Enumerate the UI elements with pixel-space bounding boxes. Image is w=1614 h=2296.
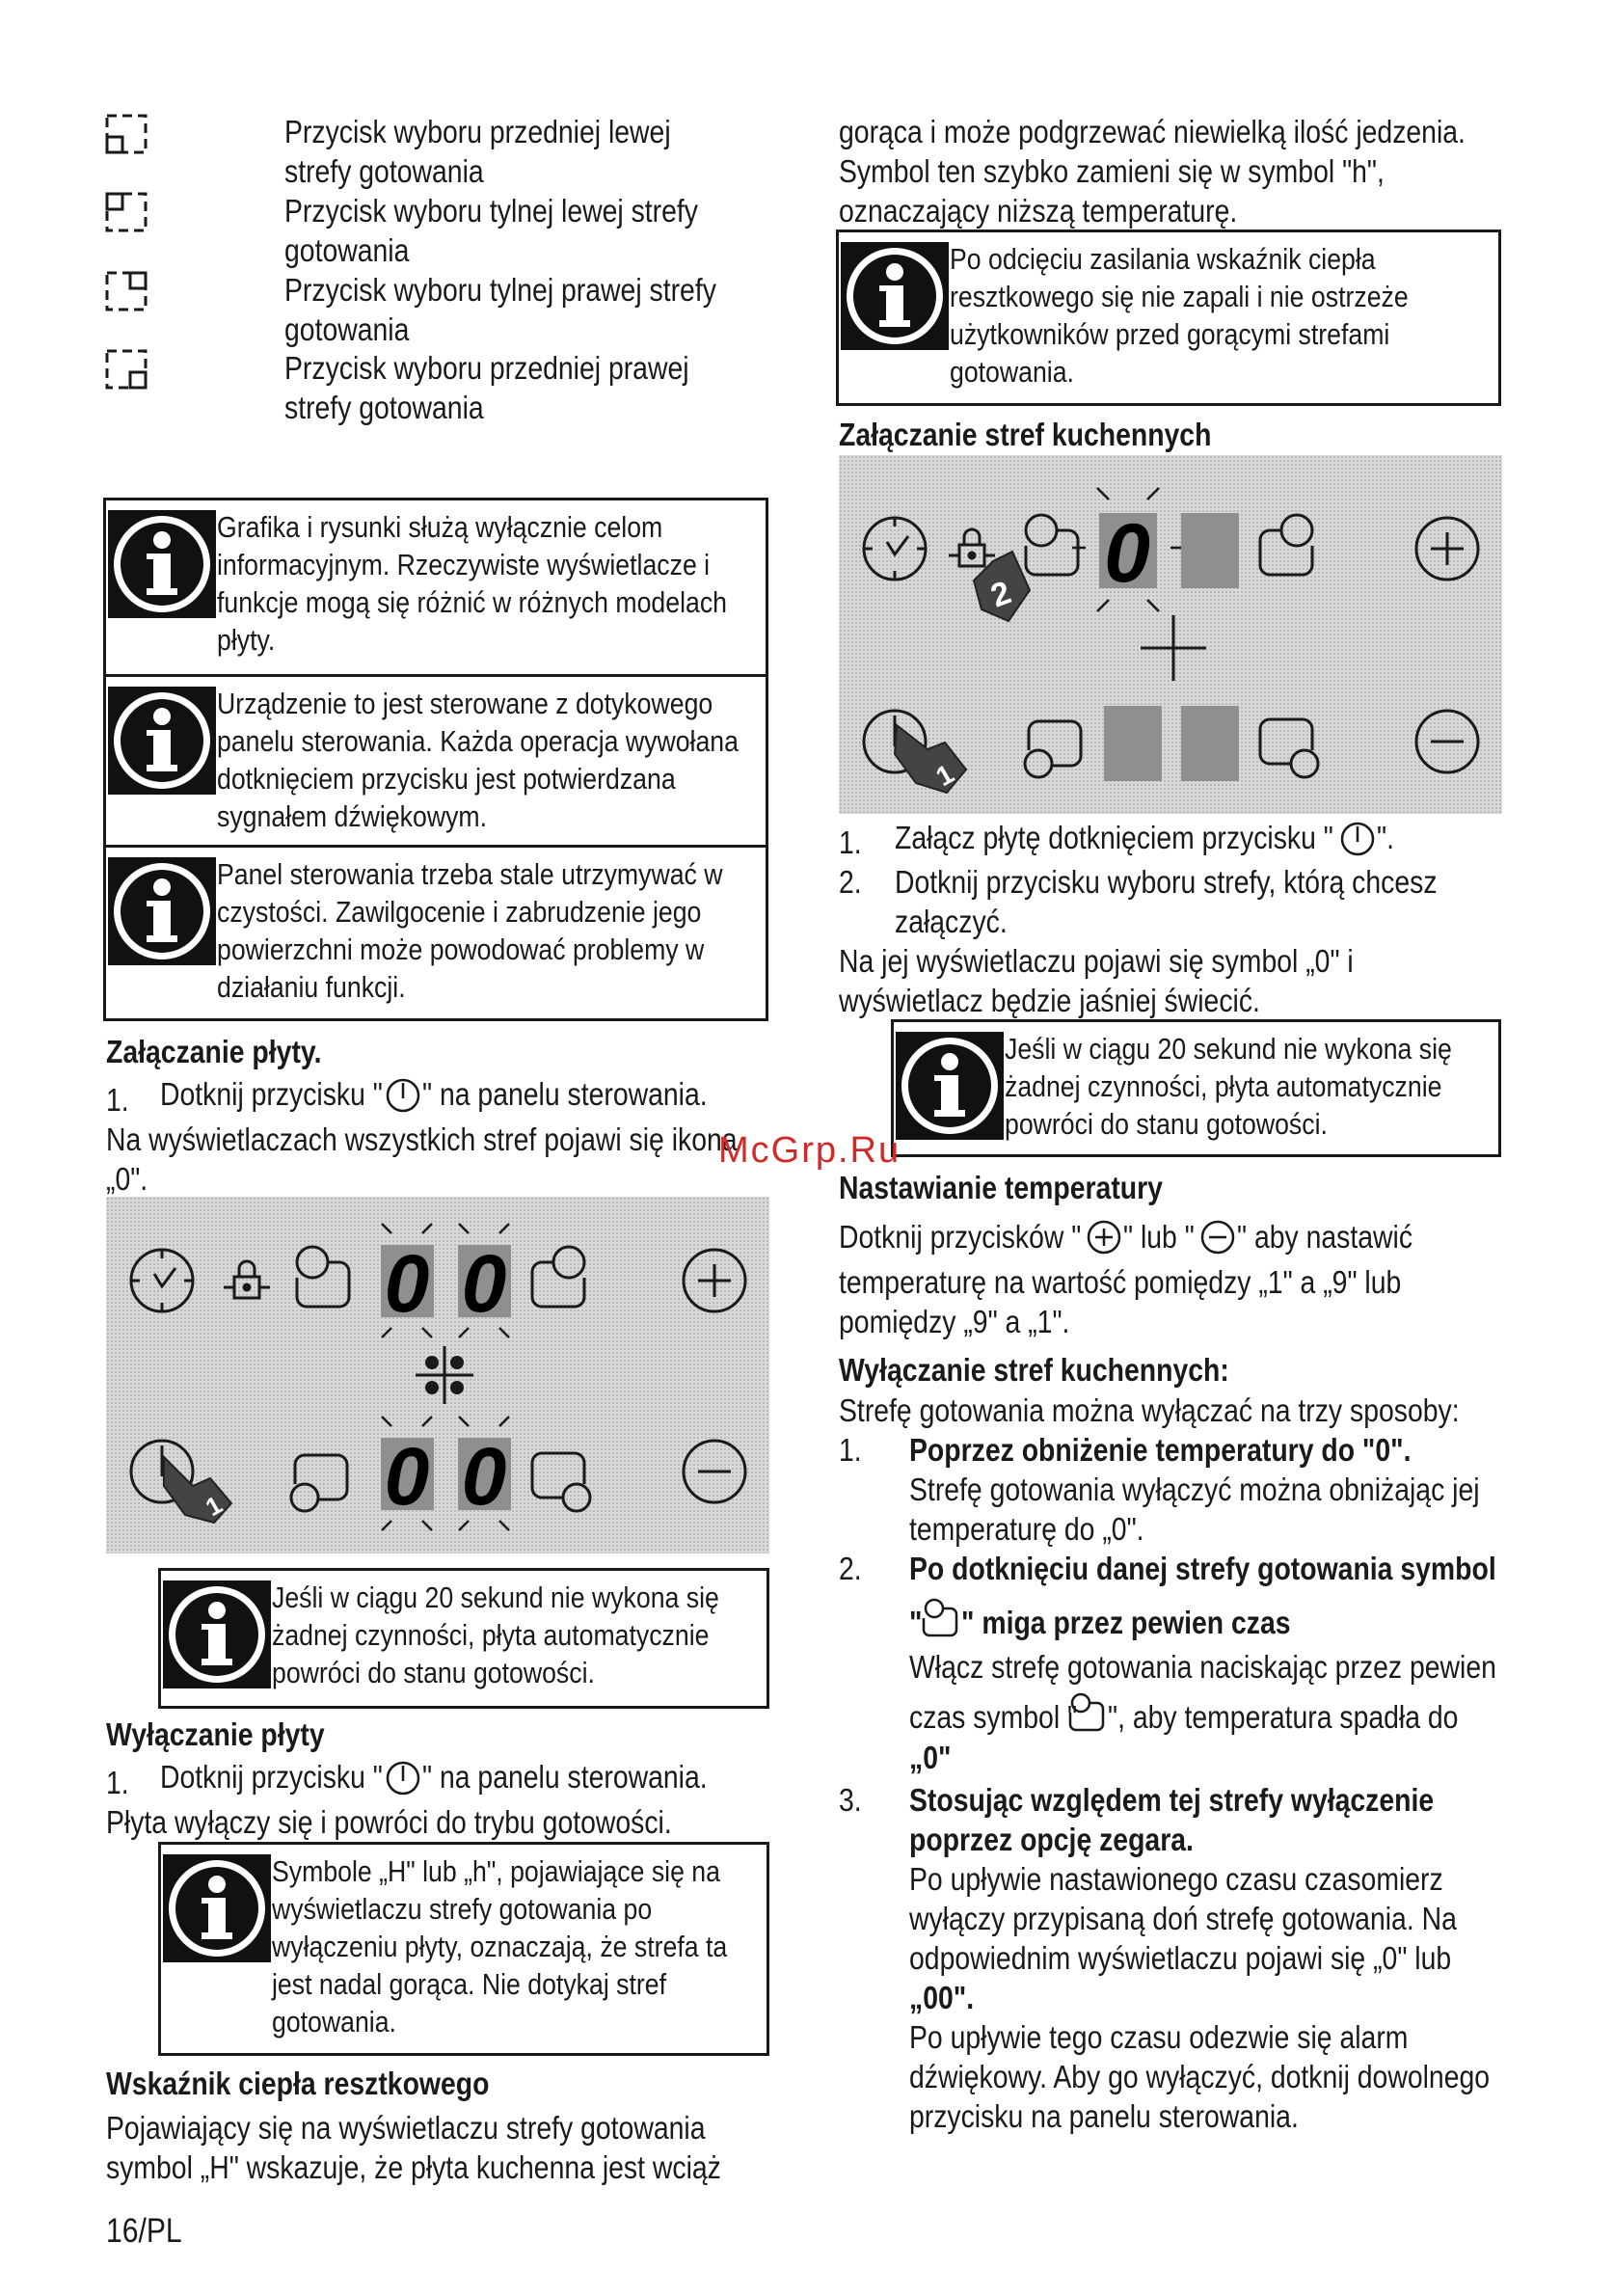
paragraph-line: „0".: [106, 1161, 148, 1197]
legend-line: Przycisk wyboru przedniej prawej: [284, 350, 689, 386]
all-zones-symbol: [416, 1346, 473, 1404]
list-number: 3.: [839, 1782, 862, 1818]
list-line: Po upływie tego czasu odezwie się alarm: [909, 2019, 1409, 2055]
legend-line: strefy gotowania: [284, 153, 484, 189]
info-text: Panel sterowania trzeba stale utrzymywać w czystości. Zawilgocenie i zabrudzenie jego powierzchni może powodować problemy w działaniu funkcji.: [217, 857, 723, 1004]
rear-left-zone-icon: [104, 191, 150, 235]
info-box-standby: [158, 1568, 769, 1709]
svg-text:1: 1: [201, 1489, 228, 1523]
paragraph-line: Symbol ten szybko zamieni się w symbol "h",: [839, 153, 1385, 189]
info-box-hot-symbol: [158, 1842, 769, 2056]
minus-icon: [1198, 1218, 1237, 1256]
list-number: 2.: [839, 1551, 862, 1586]
rear-left-zone-icon: [919, 1597, 961, 1641]
timer-icon: [864, 518, 926, 580]
display-bottom-left: [381, 1417, 434, 1530]
info-icon: [108, 510, 216, 618]
rear-left-zone-button: [297, 1247, 349, 1307]
front-right-zone-icon: [104, 348, 150, 392]
list-line: „00".: [909, 1980, 975, 2015]
step-number: 2.: [839, 864, 862, 900]
power-icon: [1338, 819, 1377, 857]
step-line: Dotknij przycisku wyboru strefy, którą chcesz: [895, 864, 1438, 900]
info-icon: [163, 1580, 271, 1688]
step-number: 1.: [106, 1765, 129, 1800]
display-idle: [1104, 706, 1162, 781]
list-line: Po upływie nastawionego czasu czasomierz: [909, 1861, 1443, 1897]
info-text: Jeśli w ciągu 20 sekund nie wykona się żadnej czynności, płyta automatycznie powróci do stanu gotowości.: [272, 1580, 719, 1689]
list-line: wyłączy przypisaną doń strefę gotowania. Na: [909, 1901, 1457, 1936]
svg-text:1: 1: [930, 758, 959, 793]
list-line: czas symbol " ", aby temperatura spadła do: [909, 1688, 1516, 1736]
display-digit: 0: [461, 1431, 507, 1522]
minus-button: [684, 1441, 745, 1502]
page-number: 16/PL: [106, 2212, 182, 2250]
list-line: odpowiednim wyświetlaczu pojawi się „0" lub: [909, 1940, 1452, 1976]
list-title: poprzez opcję zegara.: [909, 1822, 1194, 1857]
section-heading: Wyłączanie płyty: [106, 1716, 325, 1752]
lock-icon: [224, 1261, 270, 1298]
legend-line: Przycisk wyboru tylnej lewej strefy: [284, 193, 698, 229]
paragraph-line: symbol „H" wskazuje, że płyta kuchenna jest wciąż: [106, 2149, 721, 2185]
legend-line: Przycisk wyboru tylnej prawej strefy: [284, 272, 716, 308]
plus-icon: [1085, 1218, 1123, 1256]
step-line: załączyć.: [895, 904, 1008, 939]
info-text: Grafika i rysunki służą wyłącznie celom informacyjnym. Rzeczywiste wyświetlacze i funkcje mogą się różnić w różnych modelach płyty.: [217, 510, 728, 657]
section-heading: Nastawianie temperatury: [839, 1170, 1163, 1205]
info-box-standby: [891, 1019, 1501, 1157]
front-right-zone-button: [532, 1453, 590, 1511]
paragraph-line: Płyta wyłączy się i powróci do trybu gotowości.: [106, 1804, 672, 1840]
list-title: Poprzez obniżenie temperatury do "0".: [909, 1432, 1412, 1468]
paragraph-line: wyświetlacz będzie jaśniej świecić.: [839, 983, 1260, 1018]
paragraph-line: oznaczający niższą temperaturę.: [839, 193, 1238, 229]
rear-left-zone-button: [1026, 515, 1078, 575]
power-icon: [384, 1758, 422, 1796]
section-heading: Załączanie stref kuchennych: [839, 417, 1212, 452]
paragraph-line: Strefę gotowania można wyłączać na trzy sposoby:: [839, 1392, 1460, 1428]
plus-button: [684, 1250, 745, 1311]
display-top-right: [458, 1224, 511, 1337]
display-digit: 0: [1104, 507, 1150, 600]
front-left-zone-button: [291, 1455, 347, 1511]
step-line: Dotknij przycisku " " na panelu sterowania.: [160, 1759, 708, 1795]
list-line: Strefę gotowania wyłączyć można obniżając jej: [909, 1472, 1480, 1507]
info-text: Po odcięciu zasilania wskaźnik ciepła resztkowego się nie zapali i nie ostrzeże użytkowników przed gorącymi strefami gotowania.: [950, 242, 1409, 389]
section-heading: Wskaźnik ciepła resztkowego: [106, 2066, 490, 2101]
step-line: Dotknij przycisku " " na panelu sterowania.: [160, 1076, 708, 1112]
paragraph-line: Dotknij przycisków " " lub " " aby nastawić: [839, 1219, 1413, 1255]
info-text: Urządzenie to jest sterowane z dotykowego panelu sterowania. Każda operacja wywołana dotknięciem przycisku jest potwierdzana sygnałem dźwiękowym.: [217, 687, 739, 833]
info-box-graphics: [103, 498, 768, 677]
finger-pointer: [164, 1457, 231, 1523]
list-line: temperaturę do „0".: [909, 1511, 1144, 1547]
info-icon: [841, 242, 949, 350]
info-icon: [896, 1032, 1004, 1140]
paragraph-line: pomiędzy „9" a „1".: [839, 1304, 1070, 1339]
display-idle: [1181, 706, 1239, 781]
list-number: 1.: [839, 1432, 862, 1468]
center-cross: [1141, 615, 1206, 681]
info-box-cleaning: [103, 845, 768, 1021]
display-digit: 0: [384, 1431, 430, 1522]
rear-right-zone-icon: [104, 270, 150, 314]
section-heading: Załączanie płyty.: [106, 1034, 322, 1069]
info-text: Symbole „H" lub „h", pojawiające się na wyświetlaczu strefy gotowania po wyłączeniu płyty, oznaczają, że strefa ta jest nadal gorąca. Nie dotykaj stref gotowania.: [272, 1854, 728, 2039]
info-box-power-cut: [836, 230, 1501, 406]
watermark: McGrp.Ru: [718, 1130, 901, 1171]
list-title: " " miga przez pewien czas: [909, 1593, 1344, 1641]
front-left-zone-button: [1025, 721, 1081, 777]
step-number: 1.: [839, 824, 862, 860]
finger-pointer: [895, 725, 966, 793]
display-bottom-right: [458, 1417, 511, 1530]
lock-icon: [949, 529, 995, 566]
power-icon: [384, 1075, 422, 1114]
timer-icon: [131, 1250, 193, 1311]
front-left-zone-icon: [104, 113, 150, 157]
list-line: „0": [909, 1740, 952, 1775]
display-digit: 0: [384, 1238, 430, 1329]
list-line: Włącz strefę gotowania naciskając przez pewien: [909, 1649, 1496, 1685]
display-digit: 0: [461, 1238, 507, 1329]
legend-line: Przycisk wyboru przedniej lewej: [284, 114, 671, 149]
paragraph-line: Na wyświetlaczach wszystkich stref pojawi się ikona: [106, 1121, 738, 1157]
display-selected-zone: [1072, 488, 1182, 611]
rear-right-zone-button: [532, 1247, 584, 1307]
info-icon: [163, 1854, 271, 1962]
control-panel-illustration: [839, 455, 1502, 814]
legend-line: gotowania: [284, 232, 410, 268]
display-idle: [1181, 513, 1239, 588]
svg-text:2: 2: [985, 574, 1016, 615]
paragraph-line: Na jej wyświetlaczu pojawi się symbol „0" i: [839, 943, 1354, 979]
info-box-touch-panel: [103, 674, 768, 848]
front-right-zone-button: [1260, 719, 1318, 777]
list-line: dźwiękowy. Aby go wyłączyć, dotknij dowolnego: [909, 2059, 1491, 2094]
rear-right-zone-button: [1260, 515, 1312, 575]
info-icon: [108, 687, 216, 795]
display-top-left: [381, 1224, 434, 1337]
list-title: Po dotknięciu danej strefy gotowania symbol: [909, 1551, 1496, 1586]
plus-button: [1416, 518, 1478, 580]
legend-line: gotowania: [284, 311, 410, 347]
list-title: Stosując względem tej strefy wyłączenie: [909, 1782, 1435, 1818]
info-text: Jeśli w ciągu 20 sekund nie wykona się żadnej czynności, płyta automatycznie powróci do stanu gotowości.: [1005, 1032, 1452, 1141]
paragraph-line: Pojawiający się na wyświetlaczu strefy gotowania: [106, 2110, 706, 2146]
control-panel-illustration: [106, 1197, 769, 1553]
list-line: przycisku na panelu sterowania.: [909, 2098, 1299, 2134]
step-number: 1.: [106, 1082, 129, 1118]
legend-line: strefy gotowania: [284, 390, 484, 425]
finger-pointer: [974, 552, 1030, 621]
paragraph-line: gorąca i może podgrzewać niewielką ilość jedzenia.: [839, 114, 1466, 149]
paragraph-line: temperaturę na wartość pomiędzy „1" a „9" lub: [839, 1264, 1402, 1300]
section-heading: Wyłączanie stref kuchennych:: [839, 1352, 1229, 1388]
step-line: Załącz płytę dotknięciem przycisku " ".: [895, 820, 1394, 855]
info-icon: [108, 857, 216, 965]
minus-button: [1416, 711, 1478, 772]
